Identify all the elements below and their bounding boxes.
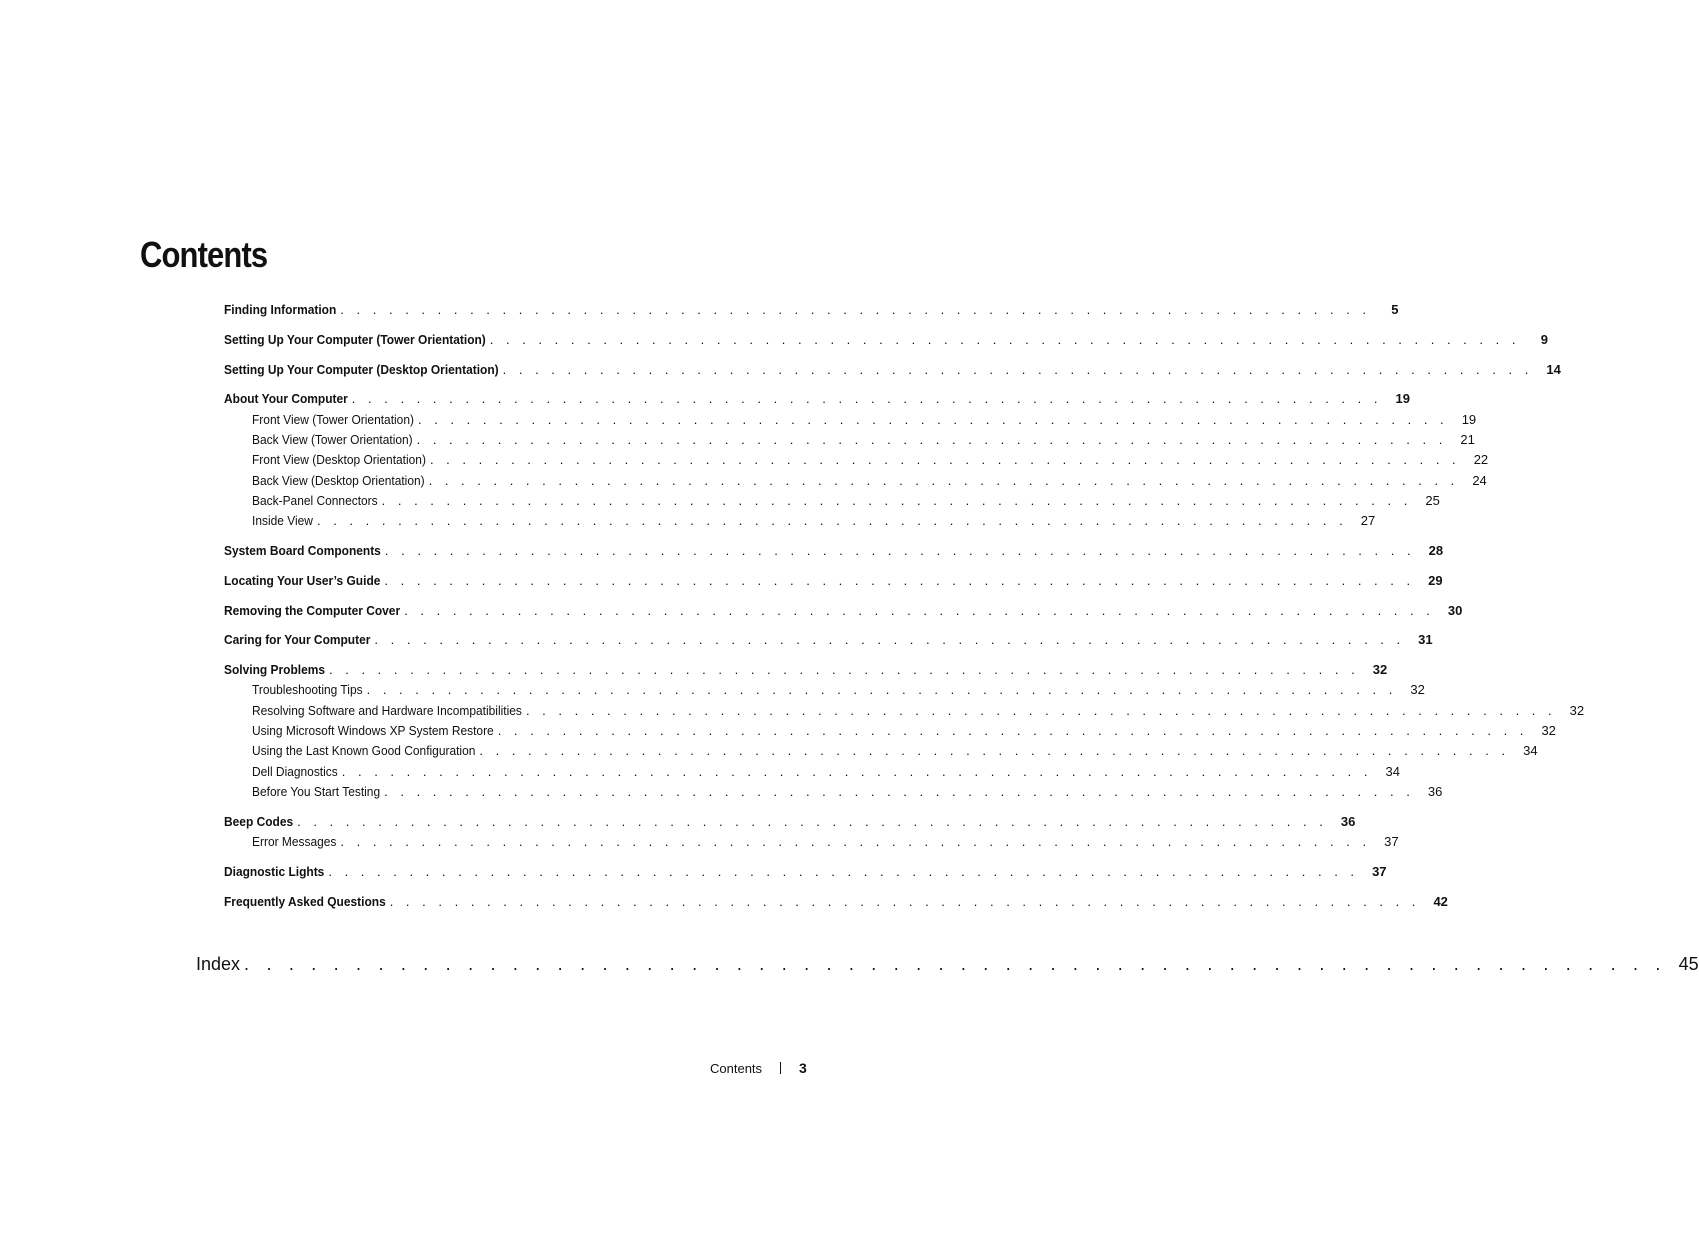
- toc-entry[interactable]: [224, 511, 1376, 531]
- toc-entry-label: Caring for Your Computer: [224, 632, 371, 648]
- toc-entry[interactable]: [224, 680, 1425, 700]
- toc-entry[interactable]: [224, 430, 1475, 450]
- toc-entry[interactable]: [224, 660, 1388, 680]
- toc-entry-page: 31: [1418, 632, 1433, 648]
- dot-leader: . . . . . . . . . . . . . . . . . . . . . . . . . . . . . . . . . . . . . . . . . . . . . . . . . . . . . . . . . . . . . . . .: [502, 361, 1533, 377]
- toc-entry-label: Front View (Tower Orientation): [252, 411, 414, 427]
- toc-entry[interactable]: [224, 471, 1487, 491]
- toc-entry-label: Index: [196, 954, 241, 974]
- page-title: Contents: [140, 234, 268, 276]
- dot-leader: . . . . . . . . . . . . . . . . . . . . . . . . . . . . . . . . . . . . . . . . . . . . . . . . . . . . . . . . . . . . . . . .: [417, 411, 1449, 427]
- dot-leader: . . . . . . . . . . . . . . . . . . . . . . . . . . . . . . . . . . . . . . . . . . . . . . . . . . . . . . . . . . . . . . . .: [384, 783, 1415, 799]
- toc-entry-label: Using the Last Known Good Configuration: [252, 743, 476, 759]
- page-number: 3: [799, 1060, 807, 1076]
- dot-leader: . . . . . . . . . . . . . . . . . . . . . . . . . . . . . . . . . . . . . . . . . . . . . . . . . . . . . . . . . . . . . . . .: [340, 834, 1371, 850]
- toc-entry[interactable]: [224, 741, 1538, 761]
- toc-entry-label: Troubleshooting Tips: [252, 682, 363, 698]
- dot-leader: . . . . . . . . . . . . . . . . . . . . . . . . . . . . . . . . . . . . . . . . . . . . . . . . . . . . . . . . . . . . . . . .: [479, 743, 1510, 759]
- dot-leader: . . . . . . . . . . . . . . . . . . . . . . . . . . . . . . . . . . . . . . . . . . . . . . . . . . . . . . . . . . . . . . . .: [489, 331, 1520, 347]
- toc-entry[interactable]: [224, 892, 1448, 912]
- toc-entry-page: 27: [1360, 513, 1376, 529]
- toc-entry-page: 32: [1372, 662, 1388, 678]
- toc-entry-label: Using Microsoft Windows XP System Restore: [252, 723, 494, 739]
- dot-leader: . . . . . . . . . . . . . . . . . . . . . . . . . . . . . . . . . . . . . . . . . . . . . . . . . . . . . . . . . . . . . . . .: [374, 632, 1405, 648]
- toc-entry-page: 22: [1473, 452, 1489, 468]
- toc-entry-page: 24: [1472, 472, 1487, 488]
- toc-entry-page: 14: [1546, 361, 1561, 377]
- toc-entry[interactable]: [224, 862, 1387, 882]
- dot-leader: . . . . . . . . . . . . . . . . . . . . . . . . . . . . . . . . . . . . . . . . . . . . . . . . . . . . . . . . . . . . . . . .: [316, 513, 1348, 529]
- toc-entry-page: 37: [1384, 834, 1399, 850]
- dot-leader: . . . . . . . . . . . . . . . . . . . . . . . . . . . . . . . . . . . . . . . . . . . . . . . . . . . . . . . . . . . . . . . .: [416, 431, 1447, 447]
- toc-entry-page: 32: [1541, 723, 1556, 739]
- toc-entry[interactable]: [224, 762, 1400, 782]
- dot-leader: . . . . . . . . . . . . . . . . . . . . . . . . . . . . . . . . . . . . . . . . . . . . . . . . . . . . . . . . . . . . . . . .: [328, 863, 1359, 879]
- toc-entry-page: 32: [1410, 682, 1425, 698]
- toc-entry-label: Dell Diagnostics: [252, 763, 338, 779]
- toc-entry-page: 5: [1391, 302, 1399, 317]
- footer-separator: [780, 1062, 781, 1074]
- dot-leader: . . . . . . . . . . . . . . . . . . . . . . . . . . . . . . . . . . . . . . . . . . . . . . . . . . . . . . . . . . . . . . . .: [384, 542, 1416, 558]
- toc-entry[interactable]: [224, 541, 1444, 561]
- toc-entry-page: 42: [1433, 893, 1448, 909]
- toc-entry-page: 36: [1427, 783, 1443, 799]
- toc-entry[interactable]: [224, 491, 1440, 511]
- toc-entry-label: Beep Codes: [224, 813, 294, 829]
- dot-leader: . . . . . . . . . . . . . . . . . . . . . . . . . . . . . . . . . . . . . . . . . . . . . . . . . . . . . . . . . . . . . . . .: [497, 723, 1528, 739]
- toc-entry[interactable]: [224, 389, 1410, 409]
- toc-entry[interactable]: [224, 330, 1548, 350]
- toc-entry-page: 30: [1447, 602, 1463, 618]
- toc-entry-label: Back-Panel Connectors: [252, 492, 378, 508]
- toc-entry-page: 19: [1395, 391, 1410, 407]
- toc-entry[interactable]: [224, 721, 1556, 741]
- dot-leader: . . . . . . . . . . . . . . . . . . . . . . . . . . . . . . . . . . . . . . . . . . . . . . . . . . . . . . . . . . . . . . . .: [381, 492, 1412, 508]
- dot-leader: . . . . . . . . . . . . . . . . . . . . . . . . . . . . . . . . . . . . . . . . . . . . . . . . . . . . . . . . . . . . . . . .: [384, 572, 1415, 588]
- dot-leader: . . . . . . . . . . . . . . . . . . . . . . . . . . . . . . . . . . . . . . . . . . . . . . . . . . . . . . . . . . . . . . . .: [244, 954, 1667, 974]
- dot-leader: . . . . . . . . . . . . . . . . . . . . . . . . . . . . . . . . . . . . . . . . . . . . . . . . . . . . . . . . . . . . . . . .: [351, 391, 1382, 407]
- footer-section-title: Contents: [710, 1060, 763, 1076]
- toc-entry-label: About Your Computer: [224, 391, 348, 407]
- dot-leader: . . . . . . . . . . . . . . . . . . . . . . . . . . . . . . . . . . . . . . . . . . . . . . . . . . . . . . . . . . . . . . . .: [341, 763, 1372, 779]
- toc-entry-page: 45: [1678, 954, 1699, 974]
- toc-entry[interactable]: [224, 782, 1443, 802]
- toc-entry-page: 19: [1461, 411, 1477, 427]
- toc-entry-page: 37: [1372, 863, 1387, 879]
- toc-entry-page: 36: [1340, 813, 1356, 829]
- toc-entry[interactable]: [224, 832, 1399, 852]
- dot-leader: . . . . . . . . . . . . . . . . . . . . . . . . . . . . . . . . . . . . . . . . . . . . . . . . . . . . . . . . . . . . . . . .: [340, 302, 1371, 317]
- dot-leader: . . . . . . . . . . . . . . . . . . . . . . . . . . . . . . . . . . . . . . . . . . . . . . . . . . . . . . . . . . . . . . . .: [428, 472, 1459, 488]
- toc-entry-page: 9: [1540, 331, 1548, 347]
- toc-entry[interactable]: [224, 571, 1443, 591]
- toc-entry[interactable]: [224, 300, 1399, 320]
- toc-entry-label: Setting Up Your Computer (Tower Orientation): [224, 331, 486, 347]
- toc-entry-page: 32: [1569, 702, 1585, 718]
- dot-leader: . . . . . . . . . . . . . . . . . . . . . . . . . . . . . . . . . . . . . . . . . . . . . . . . . . . . . . . . . . . . . . . .: [329, 662, 1360, 678]
- toc-entry-page: 34: [1523, 743, 1538, 759]
- toc-entry-index[interactable]: [196, 952, 1699, 976]
- toc-entry[interactable]: [224, 701, 1585, 721]
- toc-entry-label: Resolving Software and Hardware Incompatibilities: [252, 702, 522, 718]
- toc-entry-label: Locating Your User’s Guide: [224, 572, 381, 588]
- toc-entry-label: Solving Problems: [224, 662, 326, 678]
- toc-entry-label: Setting Up Your Computer (Desktop Orientation): [224, 361, 499, 377]
- table-of-contents: [224, 300, 1585, 912]
- toc-entry-label: Diagnostic Lights: [224, 863, 325, 879]
- toc-entry-page: 25: [1425, 492, 1440, 508]
- toc-entry-label: Back View (Tower Orientation): [252, 431, 413, 447]
- toc-entry-label: Removing the Computer Cover: [224, 602, 401, 618]
- toc-entry-label: Back View (Desktop Orientation): [252, 472, 425, 488]
- toc-entry-page: 34: [1385, 763, 1400, 779]
- toc-entry[interactable]: [224, 601, 1463, 621]
- dot-leader: . . . . . . . . . . . . . . . . . . . . . . . . . . . . . . . . . . . . . . . . . . . . . . . . . . . . . . . . . . . . . . . .: [297, 813, 1328, 829]
- toc-entry[interactable]: [224, 630, 1433, 650]
- dot-leader: . . . . . . . . . . . . . . . . . . . . . . . . . . . . . . . . . . . . . . . . . . . . . . . . . . . . . . . . . . . . . . . .: [429, 452, 1461, 468]
- toc-entry-page: 28: [1428, 542, 1444, 558]
- dot-leader: . . . . . . . . . . . . . . . . . . . . . . . . . . . . . . . . . . . . . . . . . . . . . . . . . . . . . . . . . . . . . . . .: [404, 602, 1435, 618]
- toc-entry[interactable]: [224, 450, 1489, 470]
- toc-entry-label: Inside View: [252, 513, 313, 529]
- toc-entry-page: 21: [1460, 431, 1475, 447]
- toc-entry-label: Frequently Asked Questions: [224, 893, 386, 909]
- page-footer: [710, 1060, 807, 1076]
- toc-entry-label: Front View (Desktop Orientation): [252, 452, 426, 468]
- toc-entry[interactable]: [224, 360, 1561, 380]
- toc-entry[interactable]: [224, 812, 1356, 832]
- toc-entry-label: Before You Start Testing: [252, 783, 381, 799]
- toc-entry-label: Finding Information: [224, 302, 337, 317]
- toc-entry-label: Error Messages: [252, 834, 337, 850]
- dot-leader: . . . . . . . . . . . . . . . . . . . . . . . . . . . . . . . . . . . . . . . . . . . . . . . . . . . . . . . . . . . . . . . .: [366, 682, 1397, 698]
- toc-entry-label: System Board Components: [224, 542, 381, 558]
- toc-entry-page: 29: [1428, 572, 1443, 588]
- dot-leader: . . . . . . . . . . . . . . . . . . . . . . . . . . . . . . . . . . . . . . . . . . . . . . . . . . . . . . . . . . . . . . . .: [525, 702, 1557, 718]
- dot-leader: . . . . . . . . . . . . . . . . . . . . . . . . . . . . . . . . . . . . . . . . . . . . . . . . . . . . . . . . . . . . . . . .: [389, 893, 1420, 909]
- toc-entry[interactable]: [224, 410, 1477, 430]
